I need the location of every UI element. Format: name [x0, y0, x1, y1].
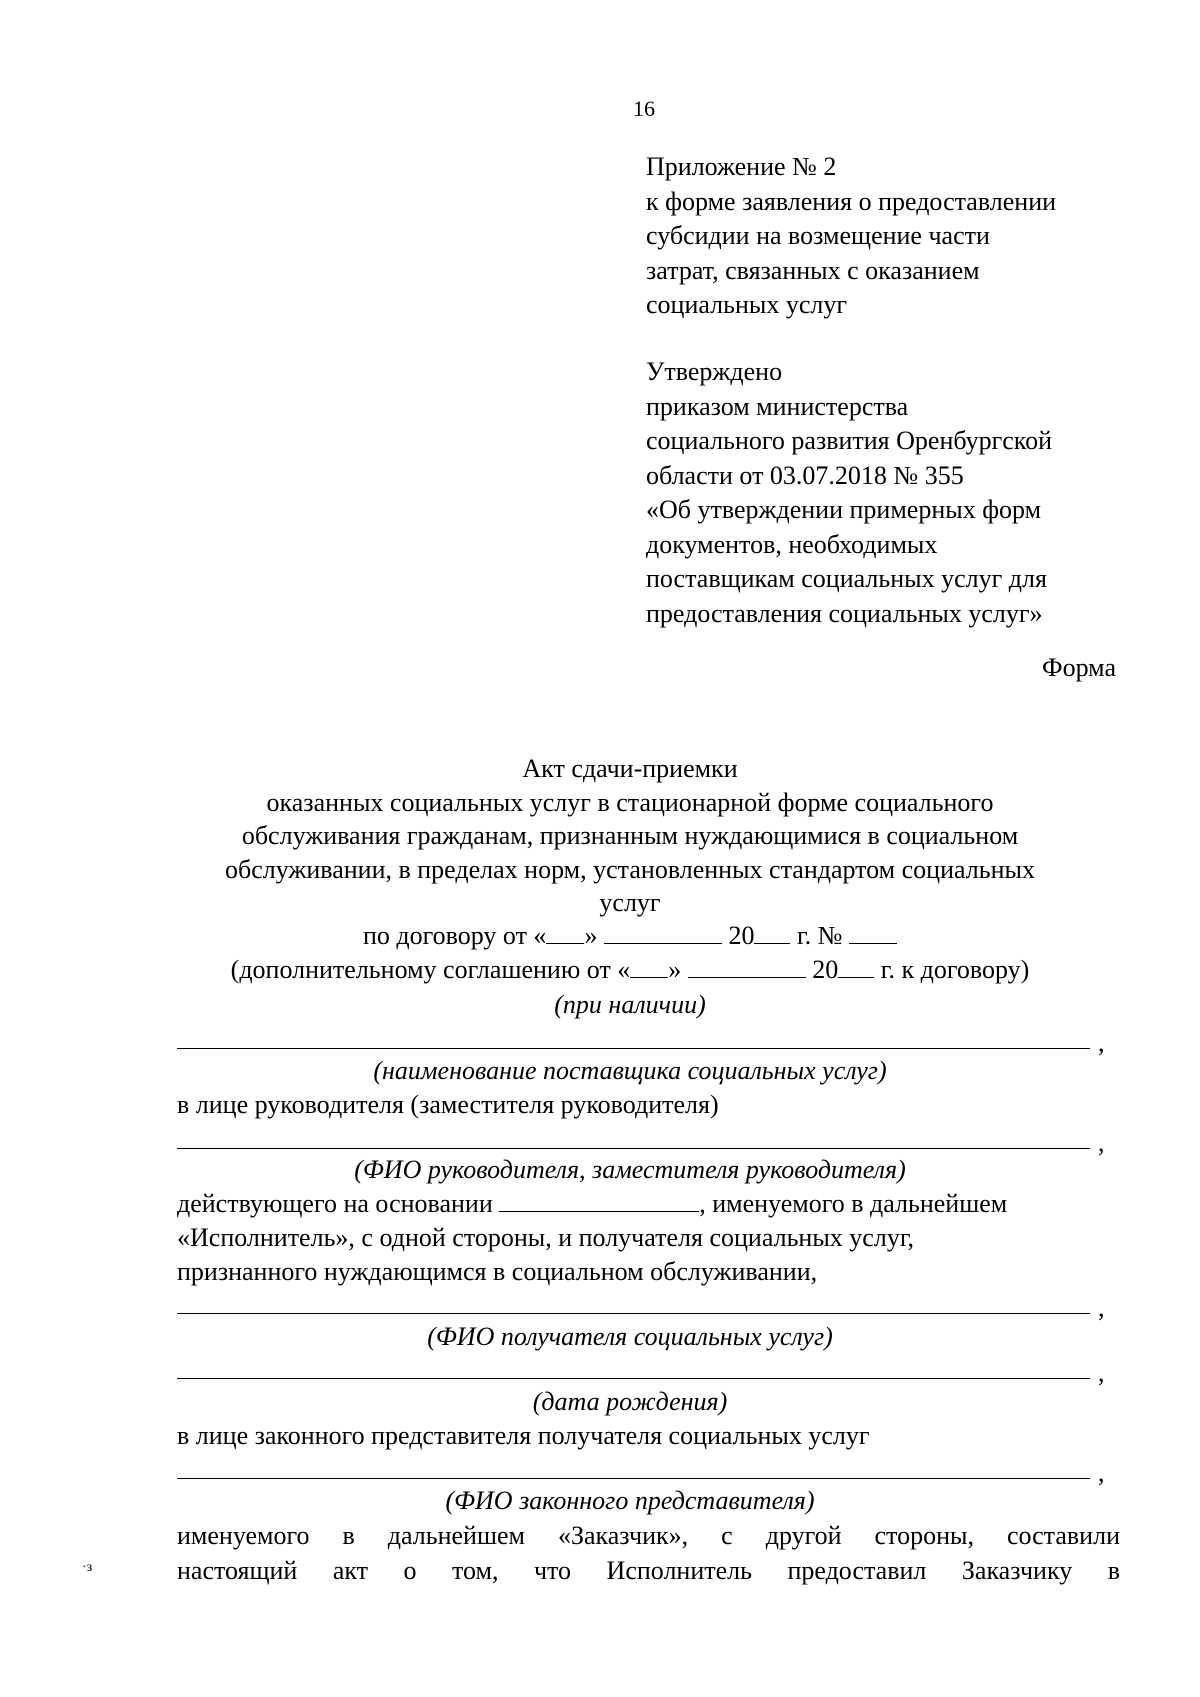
provider-caption: (наименование поставщика социальных услуг) [373, 1056, 887, 1085]
approval-line: социального развития Оренбургской [646, 426, 1053, 455]
agreement-line: (дополнительному соглашению от « » 20 г. к договору) [230, 955, 1030, 984]
head-name-field[interactable] [177, 1148, 1090, 1149]
contract-day-field[interactable] [546, 923, 584, 944]
appendix-line: к форме заявления о предоставлении [646, 186, 1057, 216]
form-label: Форма [1042, 653, 1116, 682]
if-present-note: (при наличии) [554, 990, 706, 1019]
recipient-name-field[interactable] [177, 1313, 1090, 1314]
comma: , [1098, 1028, 1105, 1057]
birth-caption: (дата рождения) [532, 1387, 728, 1416]
represented-by-legal: в лице законного представителя получателя социальных услуг [177, 1421, 870, 1450]
approval-line: документов, необходимых [646, 529, 938, 559]
birth-date-field[interactable] [177, 1378, 1090, 1379]
approval-block [646, 355, 1052, 631]
represented-by-head: в лице руководителя (заместителя руководителя) [177, 1090, 719, 1119]
legal-rep-name-field[interactable] [177, 1478, 1090, 1479]
appendix-block [646, 150, 1056, 323]
head-caption: (ФИО руководителя, заместителя руководителя) [354, 1155, 906, 1184]
approval-line: области от 03.07.2018 № 355 [646, 460, 964, 490]
approval-line: поставщикам социальных услуг для [646, 564, 1047, 593]
agreement-month-field[interactable] [688, 957, 806, 978]
appendix-line: Приложение № 2 [646, 152, 837, 181]
approval-line: предоставления социальных услуг» [646, 598, 1043, 628]
comma: , [1098, 1128, 1105, 1157]
executor-line: «Исполнитель», с одной стороны, и получателя социальных услуг, [177, 1223, 915, 1252]
closing-line: настоящий акт о том, что Исполнитель предоставил Заказчику в [177, 1556, 1120, 1585]
title-line: обслуживания гражданам, признанным нуждающимися в социальном [241, 821, 1019, 850]
title-line: обслуживании, в пределах норм, установленных стандартом социальных [225, 854, 1035, 884]
recipient-caption: (ФИО получателя социальных услуг) [427, 1322, 833, 1351]
title-line: Акт сдачи-приемки [522, 754, 738, 783]
contract-month-field[interactable] [604, 923, 722, 944]
recognized-line: признанного нуждающимся в социальном обслуживании, [177, 1257, 818, 1286]
comma: , [1098, 1358, 1105, 1387]
basis-document-field[interactable] [499, 1191, 699, 1212]
agreement-year-field[interactable] [838, 957, 874, 978]
document-title [150, 752, 1110, 920]
acting-basis-line: действующего на основании , именуемого в дальнейшем [177, 1189, 1008, 1218]
legal-rep-caption: (ФИО законного представителя) [445, 1486, 815, 1515]
approval-line: приказом министерства [646, 391, 909, 421]
appendix-line: социальных услуг [646, 290, 848, 319]
scan-artifact: ·з [82, 1560, 93, 1575]
provider-name-field[interactable] [177, 1048, 1090, 1049]
approval-line: «Об утверждении примерных форм [646, 495, 1042, 524]
comma: , [1098, 1293, 1105, 1322]
contract-number-field[interactable] [849, 923, 897, 944]
appendix-line: затрат, связанных с оказанием [646, 255, 980, 285]
comma: , [1098, 1458, 1105, 1487]
appendix-line: субсидии на возмещение части [646, 221, 990, 250]
title-line: услуг [599, 888, 661, 917]
title-line: оказанных социальных услуг в стационарной форме социального [266, 787, 994, 817]
approval-line: Утверждено [646, 357, 783, 386]
page-number: 16 [633, 96, 655, 121]
contract-line: по договору от « » 20 г. № [150, 921, 1110, 951]
agreement-day-field[interactable] [630, 957, 668, 978]
contract-year-field[interactable] [754, 923, 790, 944]
closing-line: именуемого в дальнейшем «Заказчик», с другой стороны, составили [177, 1521, 1120, 1550]
